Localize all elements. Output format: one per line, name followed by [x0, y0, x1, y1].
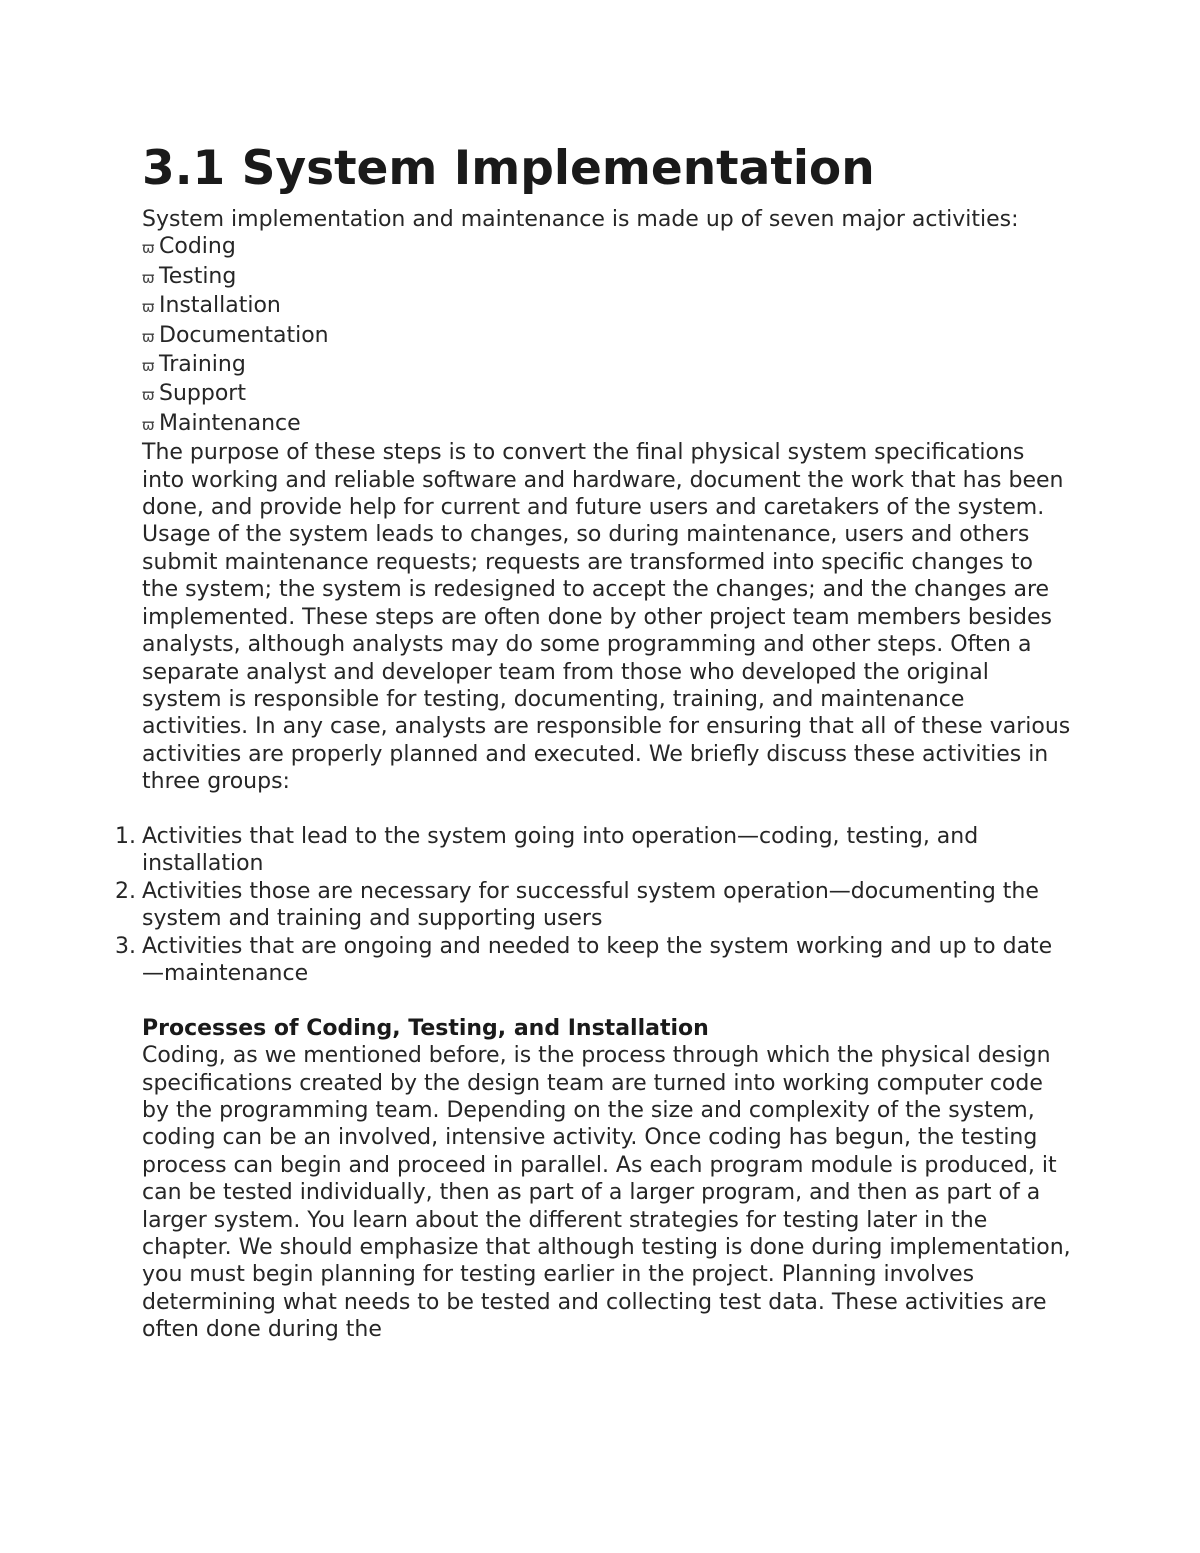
bullet-icon: ϖ — [142, 239, 155, 258]
bullet-icon: ϖ — [142, 357, 155, 376]
numbered-item — [115, 823, 1072, 878]
activity-groups-list — [115, 823, 1072, 987]
list-item — [142, 233, 1072, 262]
list-item-label: Coding — [159, 234, 236, 260]
list-item — [142, 351, 1072, 380]
numbered-item — [115, 878, 1072, 933]
activities-list — [142, 233, 1072, 439]
body-paragraph-2: Coding, as we mentioned before, is the process through which the physical design specifications created by the design team are turned into working computer code by the programming team. Depending on the size and complexity of the system, coding can be an involved, intensive activity. Once coding has begun, the testing process can begin and proceed in parallel. As each program module is produced, it can be tested individually, then as part of a larger program, and then as part of a larger system. You learn about the different strategies for testing later in the chapter. We should emphasize that although testing is done during implementation, you must begin planning for testing earlier in the project. Planning involves determining what needs to be tested and collecting test data. These activities are often done during the — [142, 1043, 1071, 1343]
list-item-label: Training — [159, 352, 246, 378]
document-page — [115, 140, 1072, 1344]
list-item — [142, 292, 1072, 321]
list-item-label: Testing — [159, 263, 237, 289]
page-title: 3.1 System Implementation — [142, 141, 875, 196]
item-number: 3. — [115, 933, 136, 959]
bullet-icon: ϖ — [142, 386, 155, 405]
item-text: Activities that lead to the system going into operation—coding, testing, and installation — [142, 823, 979, 877]
bullet-icon: ϖ — [142, 415, 155, 434]
item-text: Activities those are necessary for successful system operation—documenting the system and training and supporting users — [142, 878, 1039, 932]
item-text: Activities that are ongoing and needed to keep the system working and up to date—maintenance — [142, 933, 1053, 986]
bullet-icon: ϖ — [142, 268, 155, 287]
list-item — [142, 263, 1072, 292]
item-number: 2. — [115, 878, 136, 904]
body-paragraph-1: The purpose of these steps is to convert the final physical system specifications into working and reliable software and hardware, document the work that has been done, and provide help for current and future users and caretakers of the system. Usage of the system leads to changes, so during maintenance, users and others submit maintenance requests; requests are transformed into specific changes to the system; the system is redesigned to accept the changes; and the changes are implemented. These steps are often done by other project team members besides analysts, although analysts may do some programming and other steps. Often a separate analyst and developer team from those who developed the original system is responsible for testing, documenting, training, and maintenance activities. In any case, analysts are responsible for ensuring that all of these various activities are properly planned and executed. We briefly discuss these activities in three groups: — [142, 440, 1071, 795]
intro-paragraph: System implementation and maintenance is made up of seven major activities: — [142, 207, 1019, 232]
list-item-label: Support — [159, 381, 246, 407]
numbered-item — [115, 933, 1072, 988]
bullet-icon: ϖ — [142, 298, 155, 317]
list-item — [142, 410, 1072, 439]
list-item-label: Documentation — [159, 322, 329, 348]
section-heading: Processes of Coding, Testing, and Installation — [142, 1015, 709, 1041]
item-number: 1. — [115, 823, 136, 849]
list-item-label: Installation — [159, 293, 281, 319]
list-item — [142, 322, 1072, 351]
list-item-label: Maintenance — [159, 410, 301, 436]
list-item — [142, 380, 1072, 409]
bullet-icon: ϖ — [142, 327, 155, 346]
